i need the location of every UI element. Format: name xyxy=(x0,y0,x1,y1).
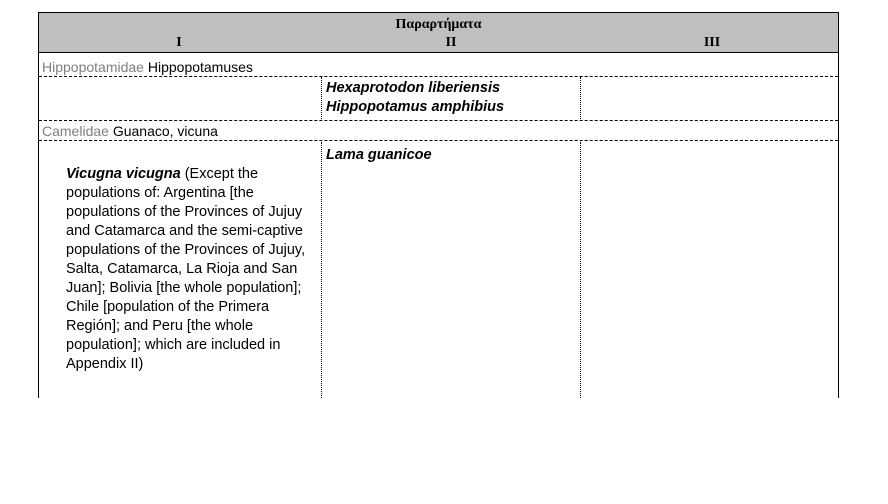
family-latin-name: Hippopotamidae xyxy=(42,59,144,75)
column-divider xyxy=(580,77,581,121)
family-row-camelidae xyxy=(39,122,838,141)
family-latin-name: Camelidae xyxy=(42,123,109,139)
header-col-3: III xyxy=(703,35,721,50)
family-common-name: Guanaco, vicuna xyxy=(112,123,218,139)
column-divider xyxy=(580,142,581,398)
species-hippopotamus-amphibius: Hippopotamus amphibius xyxy=(326,99,505,115)
species-annotation: (Except the populations of: Argentina [the populations of the Provinces of Jujuy and Catamarca and the semi-captive populations of the Provinces of Jujuy, Salta, Catamarca, La Rioja and San Juan]; Bolivia [the whole population]; Chile [population of the Primera Región]; and Peru [the whole population]; which are included in Appendix II) xyxy=(66,166,306,372)
table-header xyxy=(39,12,838,53)
species-lama-guanicoe: Lama guanicoe xyxy=(326,147,432,163)
row-divider xyxy=(39,120,838,121)
family-row-hippopotamidae xyxy=(39,58,838,77)
header-col-2: II xyxy=(445,35,457,50)
species-vicugna-vicugna: Vicugna vicugna xyxy=(66,166,181,182)
header-title: Παραρτήματα xyxy=(395,17,482,32)
cites-appendix-table xyxy=(38,12,839,398)
column-divider xyxy=(321,77,322,121)
family-common-name: Hippopotamuses xyxy=(147,59,253,75)
species-hexaprotodon-liberiensis: Hexaprotodon liberiensis xyxy=(326,80,501,96)
header-col-1: I xyxy=(176,35,182,50)
column-divider xyxy=(321,142,322,398)
appendix1-vicugna-entry xyxy=(66,165,311,374)
